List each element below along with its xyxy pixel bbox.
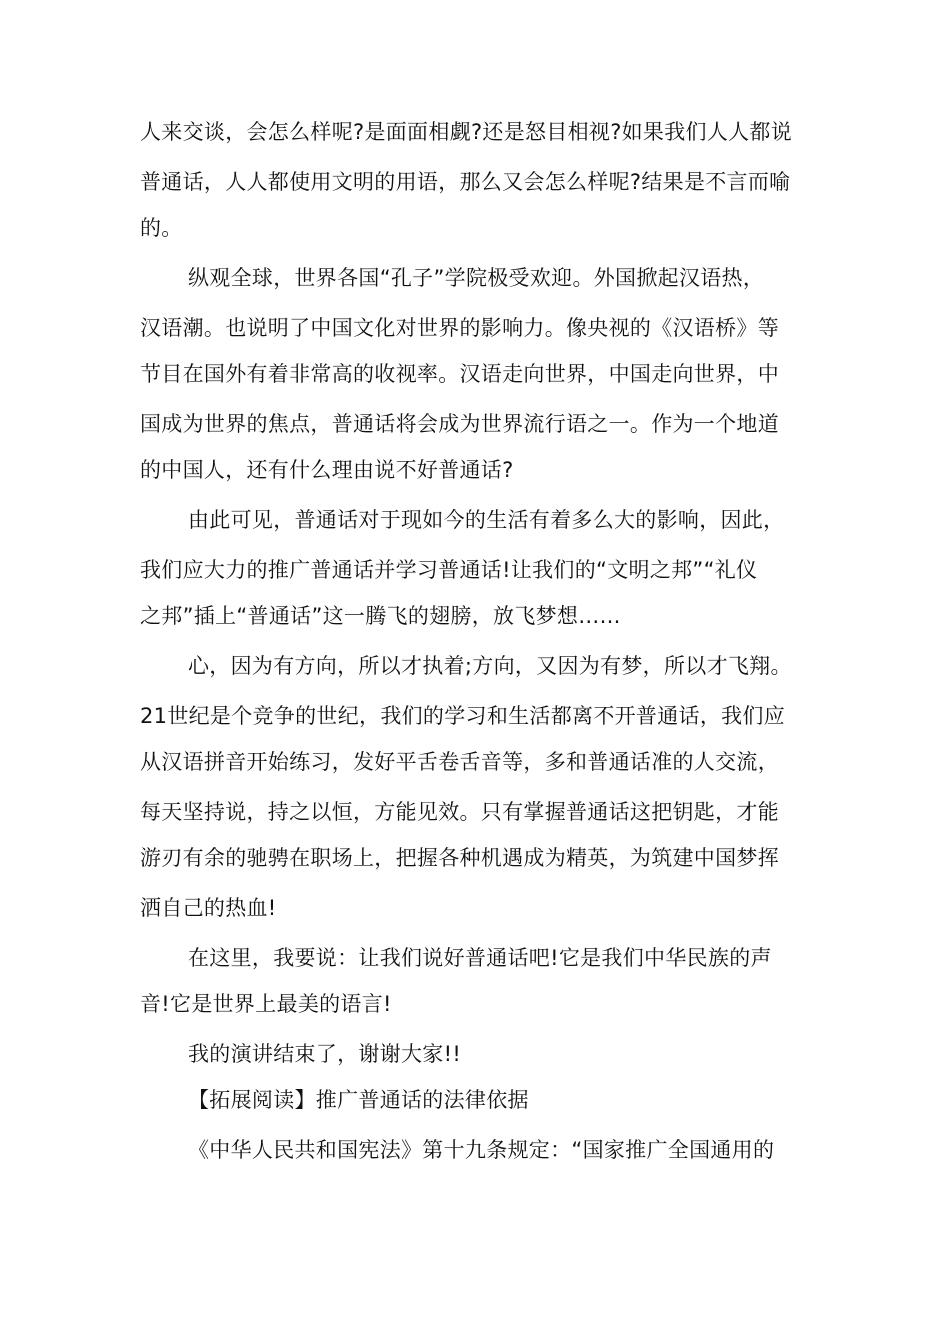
text-line: 从汉语拼音开始练习，发好平舌卷舌音等，多和普通话准的人交流， — [140, 750, 779, 774]
text-line: 心，因为有方向，所以才执着;方向，又因为有梦，所以才飞翔。 — [188, 654, 792, 678]
text-line: 国成为世界的焦点，普通话将会成为世界流行语之一。作为一个地道 — [140, 412, 779, 436]
text-line: 在这里，我要说：让我们说好普通话吧!它是我们中华民族的声 — [188, 946, 772, 970]
text-line: 由此可见，普通话对于现如今的生活有着多么大的影响，因此， — [188, 508, 785, 532]
document-body — [140, 114, 840, 1168]
text-line: 21世纪是个竞争的世纪，我们的学习和生活都离不开普通话，我们应 — [140, 704, 786, 728]
text-line: 普通话，人人都使用文明的用语，那么又会怎么样呢?结果是不言而喻 — [140, 170, 791, 194]
text-line: 节目在国外有着非常高的收视率。汉语走向世界，中国走向世界，中 — [140, 362, 779, 386]
text-line: 人来交谈，会怎么样呢?是面面相觑?还是怒目相视?如果我们人人都说 — [140, 120, 793, 144]
text-line: 纵观全球，世界各国“孔子”学院极受欢迎。外国掀起汉语热， — [188, 266, 765, 290]
text-line: 音!它是世界上最美的语言! — [140, 992, 392, 1016]
text-line: 的中国人，还有什么理由说不好普通话? — [140, 458, 514, 482]
text-line: 游刃有余的驰骋在职场上，把握各种机遇成为精英，为筑建中国梦挥 — [140, 846, 779, 870]
text-line: 每天坚持说，持之以恒，方能见效。只有掌握普通话这把钥匙，才能 — [140, 800, 779, 824]
text-line: 的。 — [140, 216, 183, 240]
text-line: 我们应大力的推广普通话并学习普通话!让我们的“文明之邦”“礼仪 — [140, 558, 758, 582]
text-line: 之邦”插上“普通话”这一腾飞的翅膀，放飞梦想…… — [140, 604, 621, 628]
section-heading: 【拓展阅读】推广普通话的法律依据 — [188, 1088, 529, 1112]
text-line: 汉语潮。也说明了中国文化对世界的影响力。像央视的《汉语桥》等 — [140, 316, 779, 340]
text-line: 《中华人民共和国宪法》第十九条规定：“国家推广全国通用的 — [188, 1138, 775, 1162]
text-line: 洒自己的热血! — [140, 896, 277, 920]
text-line: 我的演讲结束了，谢谢大家!! — [188, 1042, 462, 1066]
